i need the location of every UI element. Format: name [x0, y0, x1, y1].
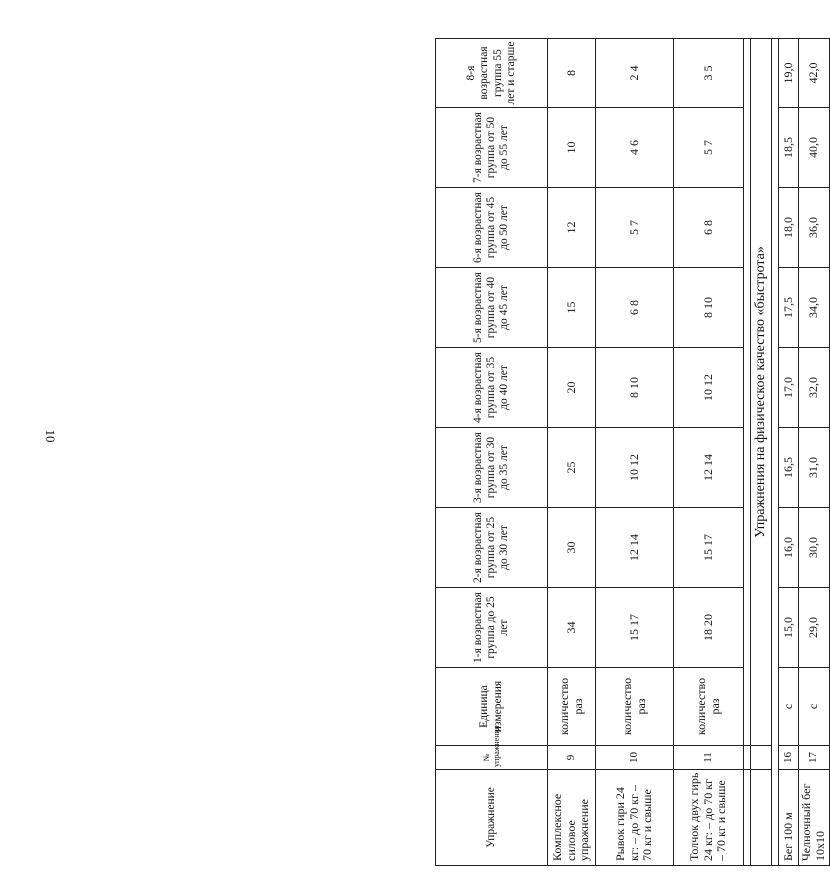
- value-cell: 16,0: [779, 508, 799, 588]
- value-cell: 34,0: [799, 268, 830, 348]
- section-title: Упражнения на физическое качество «быстрота»: [751, 39, 772, 746]
- table-row: [596, 39, 674, 866]
- exercise-unit: с: [779, 668, 799, 746]
- exercise-name: Рывок гири 24 кг: – до 70 кг – 70 кг и свыше: [596, 770, 674, 866]
- header-group-6: 6-я возрастная группа от 45 до 50 лет: [436, 188, 548, 268]
- value-cell: 5 7: [596, 188, 674, 268]
- page-number: 10: [43, 429, 58, 443]
- value-cell: 16,5: [779, 428, 799, 508]
- value-cell: 8 10: [596, 348, 674, 428]
- exercise-name: Бег 100 м: [779, 770, 799, 866]
- spacer-row: [744, 39, 751, 866]
- exercise-number: 16: [779, 746, 799, 770]
- header-group-5: 5-я возрастная группа от 40 до 45 лет: [436, 268, 548, 348]
- header-group-2: 2-я возрастная группа от 25 до 30 лет: [436, 508, 548, 588]
- spacer-cell: [751, 746, 772, 770]
- table-row: [799, 39, 830, 866]
- value-cell: 6 8: [596, 268, 674, 348]
- value-cell: 32,0: [799, 348, 830, 428]
- header-group-4: 4-я возрастная группа от 35 до 40 лет: [436, 348, 548, 428]
- value-cell: 18,5: [779, 108, 799, 188]
- exercise-number: 11: [674, 746, 744, 770]
- value-cell: 12 14: [674, 428, 744, 508]
- header-group-8: 8-я возрастная группа 55 лет и старше: [436, 39, 548, 108]
- table-row: [674, 39, 744, 866]
- value-cell: 20: [548, 348, 596, 428]
- section-row: [751, 39, 772, 866]
- spacer-cell: [751, 770, 772, 866]
- value-cell: 31,0: [799, 428, 830, 508]
- value-cell: 3 5: [674, 39, 744, 108]
- exercise-number: 9: [548, 746, 596, 770]
- exercise-unit: количество раз: [596, 668, 674, 746]
- spacer-cell: [744, 770, 751, 866]
- value-cell: 12 14: [596, 508, 674, 588]
- exercise-unit: с: [799, 668, 830, 746]
- value-cell: 8 10: [674, 268, 744, 348]
- header-group-3: 3-я возрастная группа от 30 до 35 лет: [436, 428, 548, 508]
- value-cell: 25: [548, 428, 596, 508]
- value-cell: 10 12: [674, 348, 744, 428]
- header-row: [436, 39, 548, 866]
- value-cell: 4 6: [596, 108, 674, 188]
- header-exercise: Упражнение: [436, 770, 548, 866]
- value-cell: 34: [548, 588, 596, 668]
- value-cell: 6 8: [674, 188, 744, 268]
- standards-table: [435, 38, 830, 866]
- value-cell: 40,0: [799, 108, 830, 188]
- value-cell: 12: [548, 188, 596, 268]
- exercise-name: Толчок двух гирь 24 кг: – до 70 кг – 70 кг и свыше: [674, 770, 744, 866]
- header-group-1: 1-я возрастная группа до 25 лет: [436, 588, 548, 668]
- header-unit: Единица измерения: [436, 668, 548, 746]
- value-cell: 30,0: [799, 508, 830, 588]
- value-cell: 17,5: [779, 268, 799, 348]
- value-cell: 8: [548, 39, 596, 108]
- spacer-cell: [744, 39, 751, 746]
- value-cell: 15,0: [779, 588, 799, 668]
- header-number: № упражнения: [436, 746, 548, 770]
- value-cell: 18 20: [674, 588, 744, 668]
- exercise-unit: количество раз: [548, 668, 596, 746]
- rotated-table-container: [435, 39, 827, 866]
- value-cell: 18,0: [779, 188, 799, 268]
- value-cell: 42,0: [799, 39, 830, 108]
- value-cell: 29,0: [799, 588, 830, 668]
- exercise-number: 17: [799, 746, 830, 770]
- value-cell: 10: [548, 108, 596, 188]
- value-cell: 10 12: [596, 428, 674, 508]
- value-cell: 19,0: [779, 39, 799, 108]
- spacer-cell: [744, 746, 751, 770]
- table-row: [779, 39, 799, 866]
- value-cell: 30: [548, 508, 596, 588]
- exercise-name: Комплексное силовое упражнение: [548, 770, 596, 866]
- exercise-name: Челночный бег 10х10: [799, 770, 830, 866]
- value-cell: 15: [548, 268, 596, 348]
- value-cell: 2 4: [596, 39, 674, 108]
- value-cell: 5 7: [674, 108, 744, 188]
- value-cell: 15 17: [674, 508, 744, 588]
- header-group-7: 7-я возрастная группа от 50 до 55 лет: [436, 108, 548, 188]
- exercise-number: 10: [596, 746, 674, 770]
- table-row: [548, 39, 596, 866]
- value-cell: 15 17: [596, 588, 674, 668]
- value-cell: 17,0: [779, 348, 799, 428]
- spacer-row: [772, 39, 779, 866]
- value-cell: 36,0: [799, 188, 830, 268]
- spacer-cell: [772, 39, 779, 866]
- exercise-unit: количество раз: [674, 668, 744, 746]
